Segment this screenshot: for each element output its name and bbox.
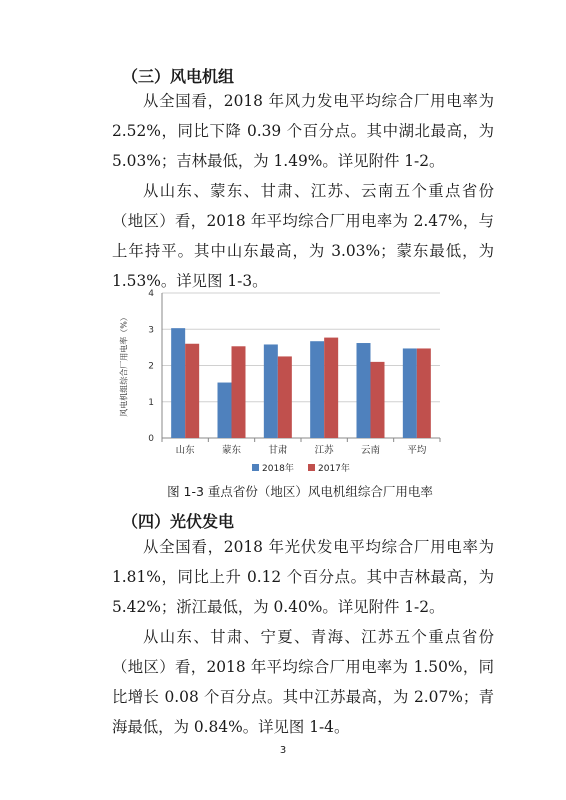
bar — [278, 356, 292, 438]
bar — [417, 348, 431, 438]
y-tick-label: 0 — [148, 434, 154, 444]
x-tick-label: 平均 — [407, 445, 427, 456]
y-tick-label: 4 — [148, 289, 154, 299]
x-tick-label: 山东 — [175, 445, 195, 456]
bar — [171, 328, 185, 438]
bar — [403, 348, 417, 438]
x-tick-label: 云南 — [360, 445, 381, 456]
bar — [310, 341, 324, 438]
paragraph-wind-national: 从全国看，2018 年风力发电平均综合厂用电率为 2.52%，同比下降 0.39 个百分点。其中湖北最高，为 5.03%；吉林最低，为 1.49%。详见附件 1-2。 — [112, 92, 494, 170]
section-heading-pv: （四）光伏发电 — [122, 512, 235, 531]
paragraph-pv-national: 从全国看，2018 年光伏发电平均综合厂用电率为 1.81%，同比上升 0.12 个百分点。其中吉林最高，为 5.42%；浙江最低，为 0.40%。详见附件 1-2。 — [112, 538, 494, 616]
bar-chart — [110, 285, 490, 481]
chart-y-axis-label-wrap — [110, 285, 138, 445]
chart-y-axis-label: 风电机组综合厂用电率（%） — [119, 313, 129, 417]
bar — [357, 343, 371, 438]
bar — [371, 362, 385, 438]
paragraph-wind-provinces: 从山东、蒙东、甘肃、江苏、云南五个重点省份（地区）看，2018 年平均综合厂用电率为 2.47%，与上年持平。其中山东最高，为 3.03%；蒙东最低，为 1.53%。详见图 1-3。 — [112, 182, 494, 290]
bar — [324, 338, 338, 438]
bar — [185, 344, 199, 438]
bar — [232, 346, 246, 438]
x-tick-label: 蒙东 — [221, 445, 242, 456]
y-tick-label: 1 — [148, 397, 154, 408]
figure-1-3 — [110, 285, 490, 503]
legend-label: 2018年 — [262, 464, 294, 474]
x-tick-label: 江苏 — [314, 445, 334, 456]
y-tick-label: 3 — [148, 325, 154, 336]
legend-label: 2017年 — [318, 464, 350, 474]
section-heading-wind: （三）风电机组 — [122, 67, 235, 86]
x-tick-label: 甘肃 — [268, 445, 288, 456]
paragraph-pv-provinces: 从山东、甘肃、宁夏、青海、江苏五个重点省份（地区）看，2018 年平均综合厂用电率为 1.50%，同比增长 0.08 个百分点。其中江苏最高，为 2.07%；青海最低，为 0.84%。详见图 1-4。 — [112, 628, 494, 736]
page-number: 3 — [279, 745, 287, 756]
figure-caption: 图 1-3 重点省份（地区）风电机组综合厂用电率 — [167, 484, 433, 499]
bar — [264, 344, 278, 438]
y-tick-label: 2 — [148, 361, 154, 372]
legend-swatch — [308, 464, 315, 471]
legend-swatch — [252, 464, 259, 471]
bar — [218, 383, 232, 438]
